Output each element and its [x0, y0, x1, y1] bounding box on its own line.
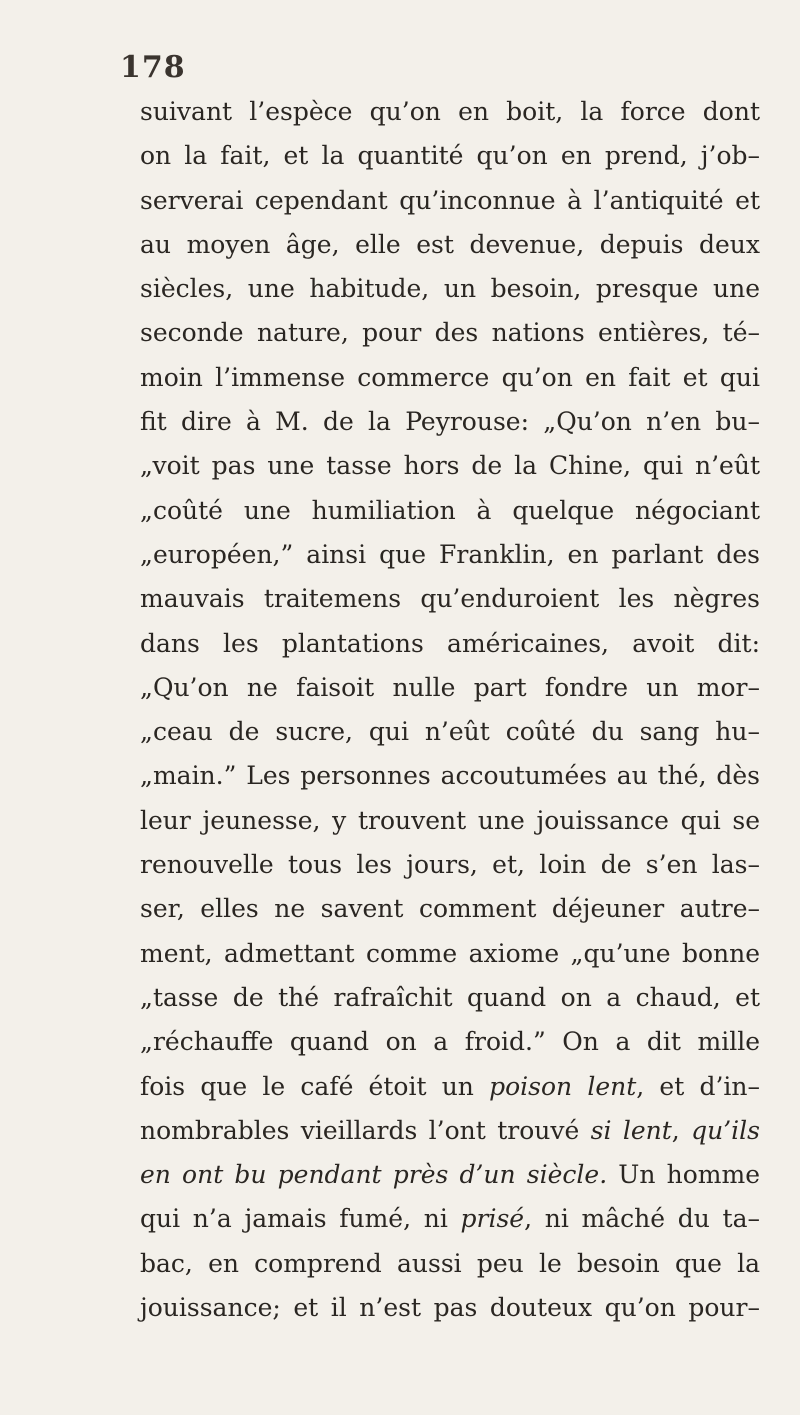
text-line — [140, 666, 760, 710]
text-segment: siècles, une habitude, un besoin, presque une — [140, 274, 760, 304]
text-segment: mauvais traitemens qu’enduroient les nègres — [140, 584, 760, 614]
text-line — [140, 1286, 760, 1330]
text-line — [140, 1153, 760, 1197]
text-line — [140, 533, 760, 577]
text-segment: jouissance; et il n’est pas douteux qu’on pour– — [140, 1293, 760, 1323]
text-line — [140, 932, 760, 976]
text-line — [140, 134, 760, 178]
text-line — [140, 843, 760, 887]
text-segment: „voit pas une tasse hors de la Chine, qui n’eût — [140, 451, 760, 481]
text-segment: „ceau de sucre, qui n’eût coûté du sang hu– — [140, 717, 760, 747]
text-segment: renouvelle tous les jours, et, loin de s’en las– — [140, 850, 760, 880]
text-segment: „main.” Les personnes accoutumées au thé, dès — [140, 761, 760, 791]
text-segment: seconde nature, pour des nations entières, té– — [140, 318, 760, 348]
text-line — [140, 311, 760, 355]
text-segment: bac, en comprend aussi peu le besoin que la — [140, 1248, 760, 1278]
text-segment: ser, elles ne savent comment déjeuner autre– — [140, 894, 760, 924]
text-segment: moin l’immense commerce qu’on en fait et qui — [140, 362, 760, 392]
text-segment: „coûté une humiliation à quelque négociant — [140, 495, 760, 525]
text-segment: „tasse de thé rafraîchit quand on a chaud, et — [140, 982, 760, 1012]
text-segment: suivant l’espèce qu’on en boit, la force dont — [140, 97, 760, 126]
text-line — [140, 90, 760, 134]
text-line — [140, 622, 760, 666]
text-segment: dans les plantations américaines, avoit dit: — [140, 628, 760, 658]
text-segment: , — [671, 1115, 692, 1145]
text-line — [140, 489, 760, 533]
text-segment: „européen,” ainsi que Franklin, en parlant des — [140, 539, 760, 569]
text-line — [140, 400, 760, 444]
text-segment: on la fait, et la quantité qu’on en prend, j’ob– — [140, 141, 760, 171]
text-segment: ment, admettant comme axiome „qu’une bonne — [140, 938, 760, 968]
italic-text: prisé — [460, 1204, 525, 1234]
text-line — [140, 1197, 760, 1241]
text-line — [140, 1065, 760, 1109]
text-segment: leur jeunesse, y trouvent une jouissance qui se — [140, 805, 760, 835]
text-segment: serverai cependant qu’inconnue à l’antiquité et — [140, 185, 760, 215]
text-line — [140, 267, 760, 311]
text-line — [140, 577, 760, 621]
text-line — [140, 1020, 760, 1064]
text-line — [140, 887, 760, 931]
text-line — [140, 223, 760, 267]
text-segment: fit dire à M. de la Peyrouse: „Qu’on n’en bu– — [140, 407, 760, 437]
italic-text: si lent — [590, 1115, 672, 1145]
text-line — [140, 710, 760, 754]
body-text — [140, 90, 760, 1330]
page-number: 178 — [120, 50, 186, 85]
text-line — [140, 356, 760, 400]
text-segment: „réchauffe quand on a froid.” On a dit mille — [140, 1027, 760, 1057]
text-line — [140, 754, 760, 798]
text-segment: qui n’a jamais fumé, ni — [140, 1204, 461, 1234]
text-line — [140, 179, 760, 223]
text-line — [140, 1242, 760, 1286]
text-segment: au moyen âge, elle est devenue, depuis deux — [140, 229, 760, 259]
text-segment: , ni mâché du ta– — [524, 1204, 760, 1234]
text-segment: Un homme — [607, 1160, 760, 1190]
italic-text: poison lent — [489, 1071, 637, 1101]
italic-text: en ont bu pendant près d’un siècle. — [140, 1160, 608, 1190]
text-line — [140, 444, 760, 488]
text-line — [140, 799, 760, 843]
text-segment: nombrables vieillards l’ont trouvé — [140, 1115, 591, 1145]
text-segment: „Qu’on ne faisoit nulle part fondre un mor– — [140, 672, 760, 702]
text-line — [140, 1109, 760, 1153]
text-segment: fois que le café étoit un — [140, 1071, 490, 1101]
italic-text: qu’ils — [691, 1115, 760, 1145]
text-segment: , et d’in– — [636, 1071, 760, 1101]
text-line — [140, 976, 760, 1020]
